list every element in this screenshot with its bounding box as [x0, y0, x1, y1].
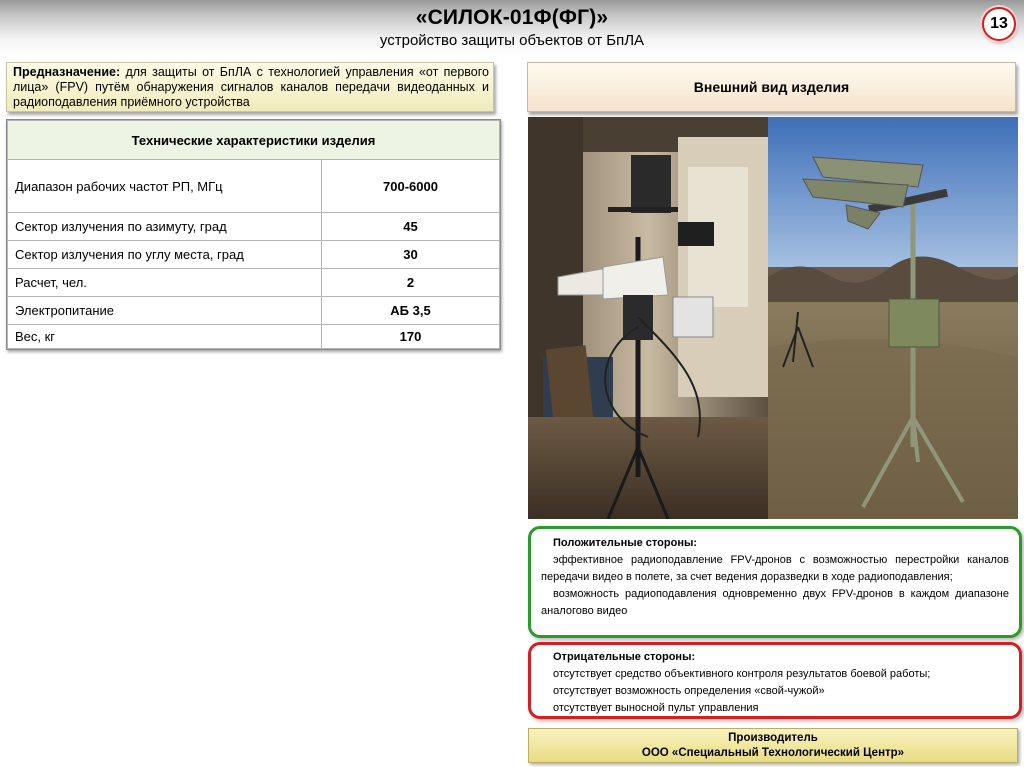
manufacturer-name: ООО «Специальный Технологический Центр» [641, 747, 905, 759]
appearance-title-box: Внешний вид изделия [527, 62, 1016, 112]
spec-name: Сектор излучения по углу места, град [8, 241, 322, 269]
negatives-box [528, 642, 1022, 719]
slide-header [0, 0, 1024, 56]
purpose-text: для защиты от БпЛА с технологией управления «от первого лица» (FPV) путём обнаружения сигналов каналов передачи видеоданных и радиоподавления приёмного устройства [13, 65, 489, 109]
table-row [8, 325, 500, 349]
negatives-title: Отрицательные стороны: [553, 651, 696, 663]
spec-name: Расчет, чел. [8, 269, 322, 297]
positives-box [528, 526, 1022, 638]
specs-table [6, 119, 501, 350]
manufacturer-box [528, 728, 1018, 763]
positives-title: Положительные стороны: [553, 537, 698, 549]
spec-value: 700-6000 [322, 160, 500, 213]
spec-name: Диапазон рабочих частот РП, МГц [8, 160, 322, 213]
table-row [8, 160, 500, 213]
spec-value: АБ 3,5 [322, 297, 500, 325]
manufacturer-label: Производитель [728, 732, 818, 744]
table-row [8, 213, 500, 241]
table-row [8, 241, 500, 269]
positive-item: эффективное радиоподавление FPV-дронов с возможностью перестройки каналов передачи видео в полете, за счет ведения доразведки в ходе радиоподавления; [541, 554, 1009, 583]
spec-name: Сектор излучения по азимуту, град [8, 213, 322, 241]
negative-item: отсутствует возможность определения «свой-чужой» [553, 685, 825, 697]
purpose-label: Предназначение: [13, 65, 121, 79]
slide-subtitle: устройство защиты объектов от БпЛА [379, 32, 645, 49]
outdoor-device-photo [768, 117, 1018, 519]
table-row [8, 297, 500, 325]
negative-item: отсутствует выносной пульт управления [553, 702, 759, 714]
negative-item: отсутствует средство объективного контроля результатов боевой работы; [553, 668, 931, 680]
table-row [8, 269, 500, 297]
positive-item: возможность радиоподавления одновременно двух FPV-дронов в каждом диапазоне аналогово видео [541, 588, 1009, 617]
spec-value: 2 [322, 269, 500, 297]
spec-name: Вес, кг [8, 325, 322, 349]
purpose-box [6, 62, 494, 112]
spec-value: 45 [322, 213, 500, 241]
page-number-badge: 13 [982, 7, 1016, 41]
specs-title: Технические характеристики изделия [8, 121, 500, 160]
spec-value: 170 [322, 325, 500, 349]
slide-title: «СИЛОК-01Ф(ФГ)» [415, 6, 609, 29]
spec-value: 30 [322, 241, 500, 269]
indoor-device-photo [528, 117, 768, 519]
spec-name: Электропитание [8, 297, 322, 325]
